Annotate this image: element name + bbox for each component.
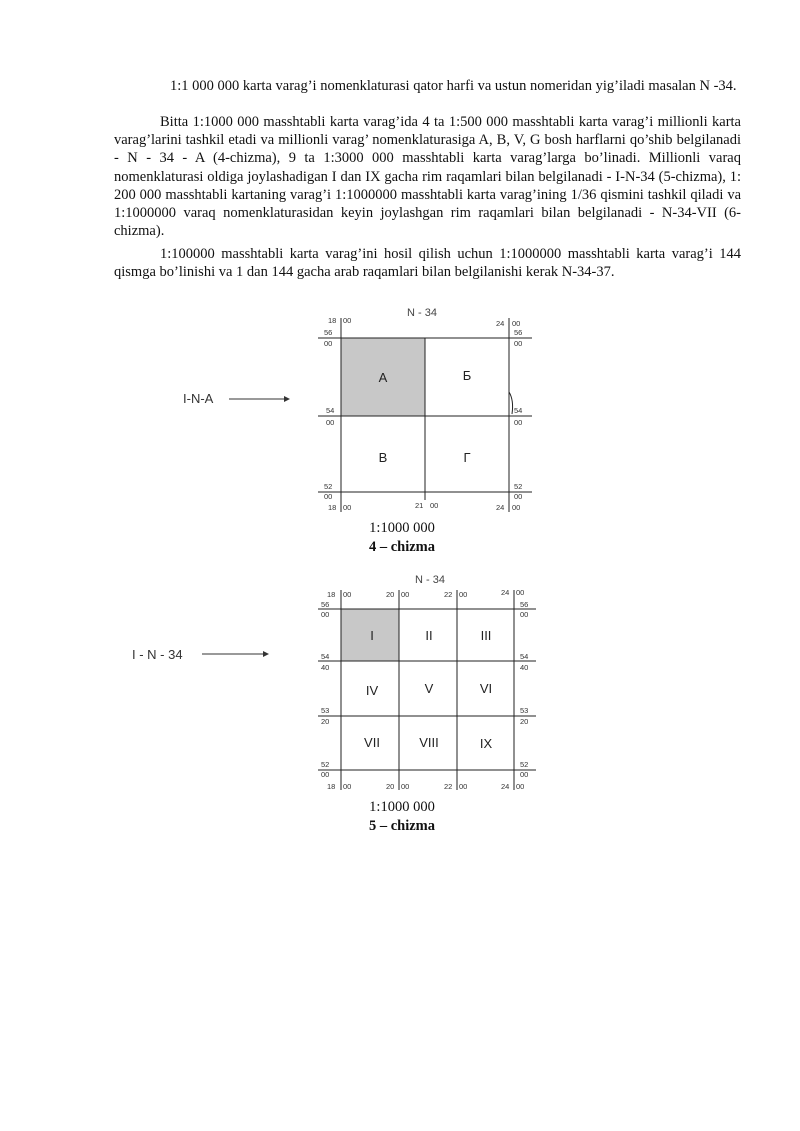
fig4-lat-bottom-right-min: 00 xyxy=(514,492,523,501)
fig5-lat-right-1-min: 00 xyxy=(520,610,529,619)
fig5-cell-ii: II xyxy=(425,628,433,643)
fig5-cell-v: V xyxy=(424,681,434,696)
fig5-lat-left-4-min: 00 xyxy=(321,770,330,779)
fig5-scale: 1:1000 000 xyxy=(369,799,435,815)
figure-4 xyxy=(183,307,532,512)
fig5-lat-right-3-deg: 53 xyxy=(520,706,529,715)
fig5-lon-top-1-min: 00 xyxy=(343,590,352,599)
fig5-lat-left-3-deg: 53 xyxy=(321,706,330,715)
fig4-scale: 1:1000 000 xyxy=(369,520,435,536)
fig4-lat-top-right-deg: 56 xyxy=(514,328,523,337)
fig4-lat-bottom-left-min: 00 xyxy=(324,492,333,501)
fig4-lon-bottom-mid-min: 00 xyxy=(430,501,439,510)
fig4-lon-top-right-min: 00 xyxy=(512,319,521,328)
fig4-lat-mid-left-deg: 54 xyxy=(326,406,335,415)
fig5-lat-left-3-min: 20 xyxy=(321,717,330,726)
fig5-lon-top-1-deg: 18 xyxy=(327,590,336,599)
fig5-lon-bottom-4-min: 00 xyxy=(516,782,525,791)
fig4-lat-mid-left-min: 00 xyxy=(326,418,335,427)
fig5-lon-top-3-min: 00 xyxy=(459,590,468,599)
fig5-lon-top-4-min: 00 xyxy=(516,588,525,597)
fig5-lat-right-1-deg: 56 xyxy=(520,600,529,609)
paragraph-1: 1:1 000 000 karta varag’i nomenklaturasi qator harfi va ustun nomeridan yig’iladi masalan N -34. xyxy=(170,78,737,94)
fig4-lat-bottom-right-deg: 52 xyxy=(514,482,523,491)
fig5-cell-i: I xyxy=(370,628,374,643)
fig5-lat-right-2-deg: 54 xyxy=(520,652,529,661)
fig5-lat-left-1-min: 00 xyxy=(321,610,330,619)
fig5-lon-top-4-deg: 24 xyxy=(501,588,510,597)
fig5-lon-bottom-3-min: 00 xyxy=(459,782,468,791)
fig5-lon-bottom-2-min: 00 xyxy=(401,782,410,791)
fig5-lon-bottom-2-deg: 20 xyxy=(386,782,395,791)
fig5-cell-vii: VII xyxy=(364,735,380,750)
fig4-lon-top-right-deg: 24 xyxy=(496,319,505,328)
fig4-cell-v: В xyxy=(378,450,388,465)
fig4-title: N - 34 xyxy=(407,307,437,319)
fig5-lat-right-4-deg: 52 xyxy=(520,760,529,769)
fig5-lon-top-2-deg: 20 xyxy=(386,590,395,599)
figure-5 xyxy=(132,574,536,791)
fig5-lon-bottom-4-deg: 24 xyxy=(501,782,510,791)
fig4-cell-a: А xyxy=(378,370,388,385)
fig4-arrow-icon xyxy=(229,396,290,402)
fig5-cell-iii: III xyxy=(480,628,492,643)
fig4-lon-bottom-left-deg: 18 xyxy=(328,503,337,512)
fig4-cell-g: Г xyxy=(463,450,471,465)
fig4-lat-top-left-min: 00 xyxy=(324,339,333,348)
fig5-lat-right-3-min: 20 xyxy=(520,717,529,726)
paragraph-2: Bitta 1:1000 000 masshtabli karta varag’ida 4 ta 1:500 000 masshtabli karta varag’i millionli karta varag’larini tashkil etadi va millionli varag’ nomenklaturasiga A, B, V, G bosh harflarni qo’shib belgilanadi - N - 34 - A (4-chizma), 9 ta 1:3000 000 masshtabli karta varag’larga bo’linadi. Millionli varaq nomenklaturasi oldiga joylashadigan I dan IX gacha rim raqamlari bilan belgilanadi - I-N-34 (5-chizma), 1: 200 000 masshtabli kartaning varag’i 1:1000000 masshtabli karta varag’ining 1/36 qismini tashkil qiladi va 1:1000000 varaq nomenklaturasidan keyin joylashgan rim raqamlari bilan belgilanadi - N-34-VII (6-chizma). xyxy=(114,114,741,240)
fig4-caption: 4 – chizma xyxy=(368,539,436,555)
fig5-lon-bottom-3-deg: 22 xyxy=(444,782,453,791)
fig5-cell-ix: IX xyxy=(479,736,493,751)
fig4-cell-b: Б xyxy=(462,368,472,383)
fig5-title: N - 34 xyxy=(415,574,445,586)
fig5-pointer-label: I - N - 34 xyxy=(132,647,183,662)
fig4-lat-mid-right-min: 00 xyxy=(514,418,523,427)
fig4-lon-top-left-min: 00 xyxy=(343,316,352,325)
fig4-lat-top-right-min: 00 xyxy=(514,339,523,348)
fig5-lon-bottom-1-deg: 18 xyxy=(327,782,336,791)
fig5-caption: 5 – chizma xyxy=(368,818,436,834)
fig4-lon-bottom-right-min: 00 xyxy=(512,503,521,512)
fig4-pointer-label: I-N-A xyxy=(183,391,214,406)
fig5-lat-left-2-deg: 54 xyxy=(321,652,330,661)
fig5-lat-left-4-deg: 52 xyxy=(321,760,330,769)
fig5-cell-iv: IV xyxy=(365,683,379,698)
fig5-arrow-icon xyxy=(202,651,269,657)
fig5-lat-right-2-min: 40 xyxy=(520,663,529,672)
fig5-lat-right-4-min: 00 xyxy=(520,770,529,779)
paragraph-3: 1:100000 masshtabli karta varag’ini hosil qilish uchun 1:1000000 masshtabli karta varag’i 144 qismga bo’linishi va 1 dan 144 gacha arab raqamlari bilan belgilanishi kerak N-34-37. xyxy=(114,246,741,281)
fig5-lon-top-3-deg: 22 xyxy=(444,590,453,599)
fig4-lat-top-left-deg: 56 xyxy=(324,328,333,337)
fig5-cell-viii: VIII xyxy=(419,735,439,750)
fig4-lat-mid-right-deg: 54 xyxy=(514,406,523,415)
fig4-lon-bottom-left-min: 00 xyxy=(343,503,352,512)
fig5-cell-vi: VI xyxy=(479,681,493,696)
fig4-lon-top-left-deg: 18 xyxy=(328,316,337,325)
fig5-lon-top-2-min: 00 xyxy=(401,590,410,599)
fig5-lon-bottom-1-min: 00 xyxy=(343,782,352,791)
fig5-lat-left-2-min: 40 xyxy=(321,663,330,672)
fig4-lat-bottom-left-deg: 52 xyxy=(324,482,333,491)
fig5-lat-left-1-deg: 56 xyxy=(321,600,330,609)
fig4-lon-bottom-mid-deg: 21 xyxy=(415,501,424,510)
fig4-lon-bottom-right-deg: 24 xyxy=(496,503,505,512)
